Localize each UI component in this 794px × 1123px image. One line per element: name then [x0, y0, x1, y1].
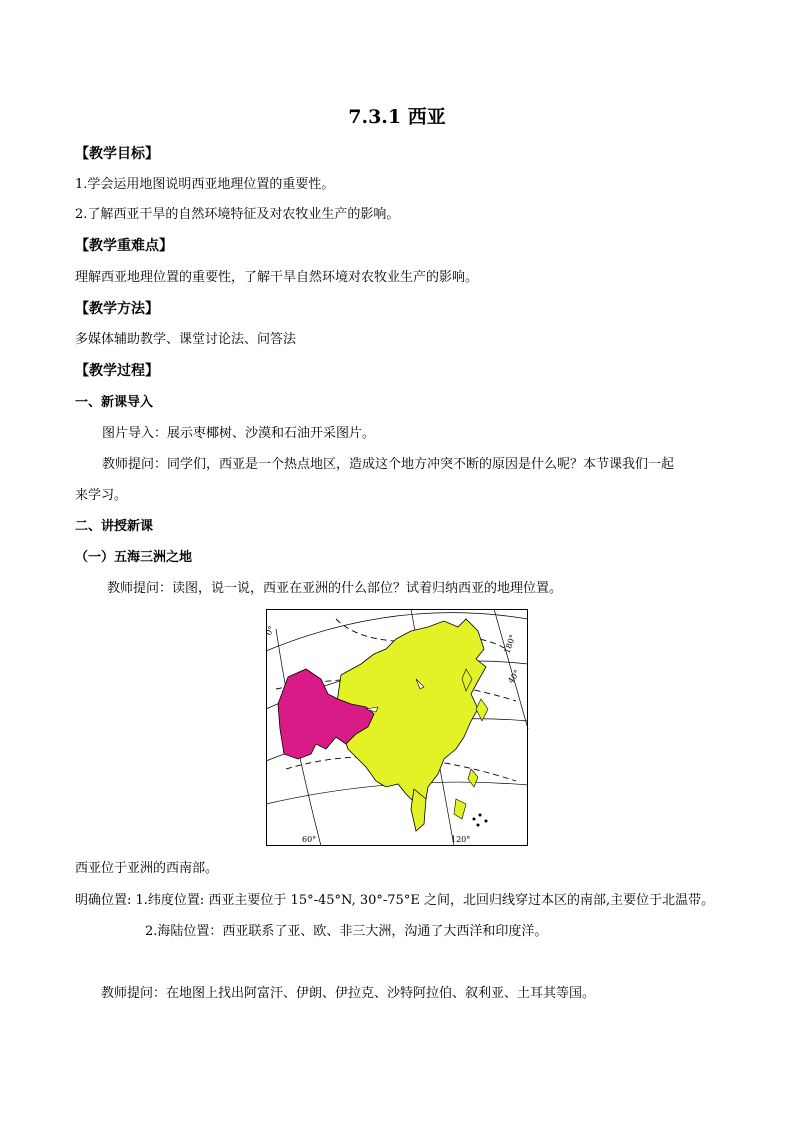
- island-dot: [479, 814, 482, 817]
- teacher-question-1-line2: 来学习。: [75, 488, 128, 503]
- teacher-question-1-line1: 教师提问：同学们，西亚是一个热点地区，造成这个地方冲突不断的原因是什么呢？本节课我们一起: [102, 457, 675, 472]
- lon-label-60: 60°: [302, 835, 317, 844]
- island-dot: [477, 824, 480, 827]
- objectives-heading: 【教学目标】: [75, 146, 159, 162]
- objective-1: 1.学会运用地图说明西亚地理位置的重要性。: [75, 177, 335, 192]
- conclusion-text: 西亚位于亚洲的西南部。: [75, 861, 219, 876]
- methods-heading: 【教学方法】: [75, 301, 159, 317]
- island-dot: [473, 818, 476, 821]
- part1-heading: 一、新课导入: [75, 395, 154, 410]
- process-heading: 【教学过程】: [75, 363, 159, 379]
- methods-text: 多媒体辅助教学、课堂讨论法、问答法: [75, 332, 297, 347]
- page-title: 7.3.1 西亚: [348, 106, 446, 128]
- lon-label-0: 0°: [263, 624, 277, 637]
- lon-label-180: 180°: [502, 633, 518, 655]
- asia-map: [263, 609, 528, 846]
- island-dot: [485, 820, 488, 823]
- sub1-heading: （一）五海三洲之地: [75, 550, 193, 565]
- key-points-heading: 【教学重难点】: [75, 238, 173, 254]
- lat-label-40: 40°: [506, 668, 522, 686]
- lon-label-120: 120°: [451, 835, 471, 844]
- objective-2: 2.了解西亚干旱的自然环境特征及对农牧业生产的影响。: [75, 207, 400, 222]
- asia-map-figure: [263, 609, 528, 846]
- location-latitude-text: 明确位置: 1.纬度位置: 西亚主要位于 15°-45°N, 30°-75°E 之间，北回归线穿过本区的南部,主要位于北温带。: [75, 893, 715, 908]
- teacher-question-3: 教师提问：在地图上找出阿富汗、伊朗、伊拉克、沙特阿拉伯、叙利亚、土耳其等国。: [101, 986, 596, 1001]
- intro-images-text: 图片导入：展示枣椰树、沙漠和石油开采图片。: [102, 426, 376, 441]
- part2-heading: 二、讲授新课: [75, 519, 154, 534]
- location-sea-land-text: 2.海陆位置：西亚联系了亚、欧、非三大洲，沟通了大西洋和印度洋。: [145, 924, 548, 939]
- key-points-text: 理解西亚地理位置的重要性，了解干旱自然环境对农牧业生产的影响。: [75, 270, 479, 285]
- teacher-question-2: 教师提问：读图，说一说，西亚在亚洲的什么部位？试着归纳西亚的地理位置。: [107, 581, 563, 596]
